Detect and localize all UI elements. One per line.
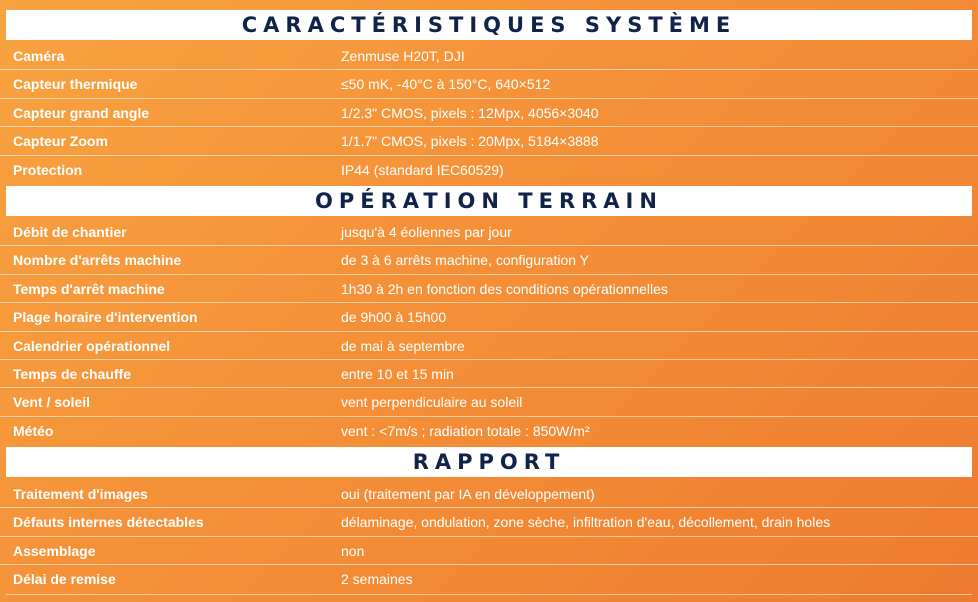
row-label: Météo [13,422,54,439]
table-row [0,246,978,274]
section-title: CARACTÉRISTIQUES SYSTÈME [241,13,737,37]
row-value: Zenmuse H20T, DJI [341,48,465,64]
row-value: ≤50 mK, -40°C à 150°C, 640×512 [341,76,551,93]
row-label: Protection [13,161,83,178]
row-label: Assemblage [13,542,96,559]
table-row [0,156,978,184]
report-rows [0,480,978,594]
row-label: Nombre d'arrêts machine [13,252,182,269]
row-value: entre 10 et 15 min [341,365,454,382]
row-value: vent perpendiculaire au soleil [341,394,523,411]
row-label: Capteur thermique [13,76,138,93]
table-row [0,99,978,127]
table-row [0,42,978,70]
table-row [0,303,978,331]
row-value: vent : <7m/s ; radiation totale : 850W/m² [341,422,590,439]
row-value: jusqu'à 4 éoliennes par jour [341,224,512,240]
table-row [0,417,978,445]
system-rows [0,42,978,184]
row-value: de mai à septembre [341,337,465,354]
row-label: Débit de chantier [13,224,127,240]
row-label: Temps de chauffe [13,365,131,382]
table-row [0,480,978,508]
row-label: Vent / soleil [13,394,91,411]
table-row [0,70,978,98]
row-value: de 3 à 6 arrêts machine, configuration Y [341,252,590,269]
row-label: Temps d'arrêt machine [13,280,165,297]
section-header-system [6,10,972,40]
row-value: 1/1.7" CMOS, pixels : 20Mpx, 5184×3888 [341,133,599,150]
row-label: Capteur Zoom [13,133,108,150]
operation-rows [0,218,978,445]
row-label: Délai de remise [13,571,116,588]
table-row [0,332,978,360]
table-row [0,388,978,416]
table-row [0,275,978,303]
table-row [0,565,978,593]
row-label: Caméra [13,48,65,64]
table-row [0,537,978,565]
row-label: Plage horaire d'intervention [13,309,198,326]
table-row [0,360,978,388]
section-header-operation [6,186,972,216]
row-value: 1h30 à 2h en fonction des conditions opérationnelles [341,280,668,297]
row-label: Traitement d'images [13,486,148,502]
table-row [0,508,978,536]
row-value: oui (traitement par IA en développement) [341,486,595,502]
row-label: Calendrier opérationnel [13,337,171,354]
row-label: Capteur grand angle [13,104,150,121]
row-value: 1/2.3" CMOS, pixels : 12Mpx, 4056×3040 [341,104,599,121]
row-label: Défauts internes détectables [13,514,204,531]
section-title: RAPPORT [412,450,566,474]
row-value: non [341,542,365,559]
row-value: délaminage, ondulation, zone sèche, infiltration d'eau, décollement, drain holes [341,514,831,531]
row-value: 2 semaines [341,571,413,588]
table-row [0,127,978,155]
section-header-report [6,447,972,477]
section-title: OPÉRATION TERRAIN [315,189,663,213]
row-value: IP44 (standard IEC60529) [341,161,504,178]
row-value: de 9h00 à 15h00 [341,309,447,326]
divider [6,594,972,595]
table-row [0,218,978,246]
